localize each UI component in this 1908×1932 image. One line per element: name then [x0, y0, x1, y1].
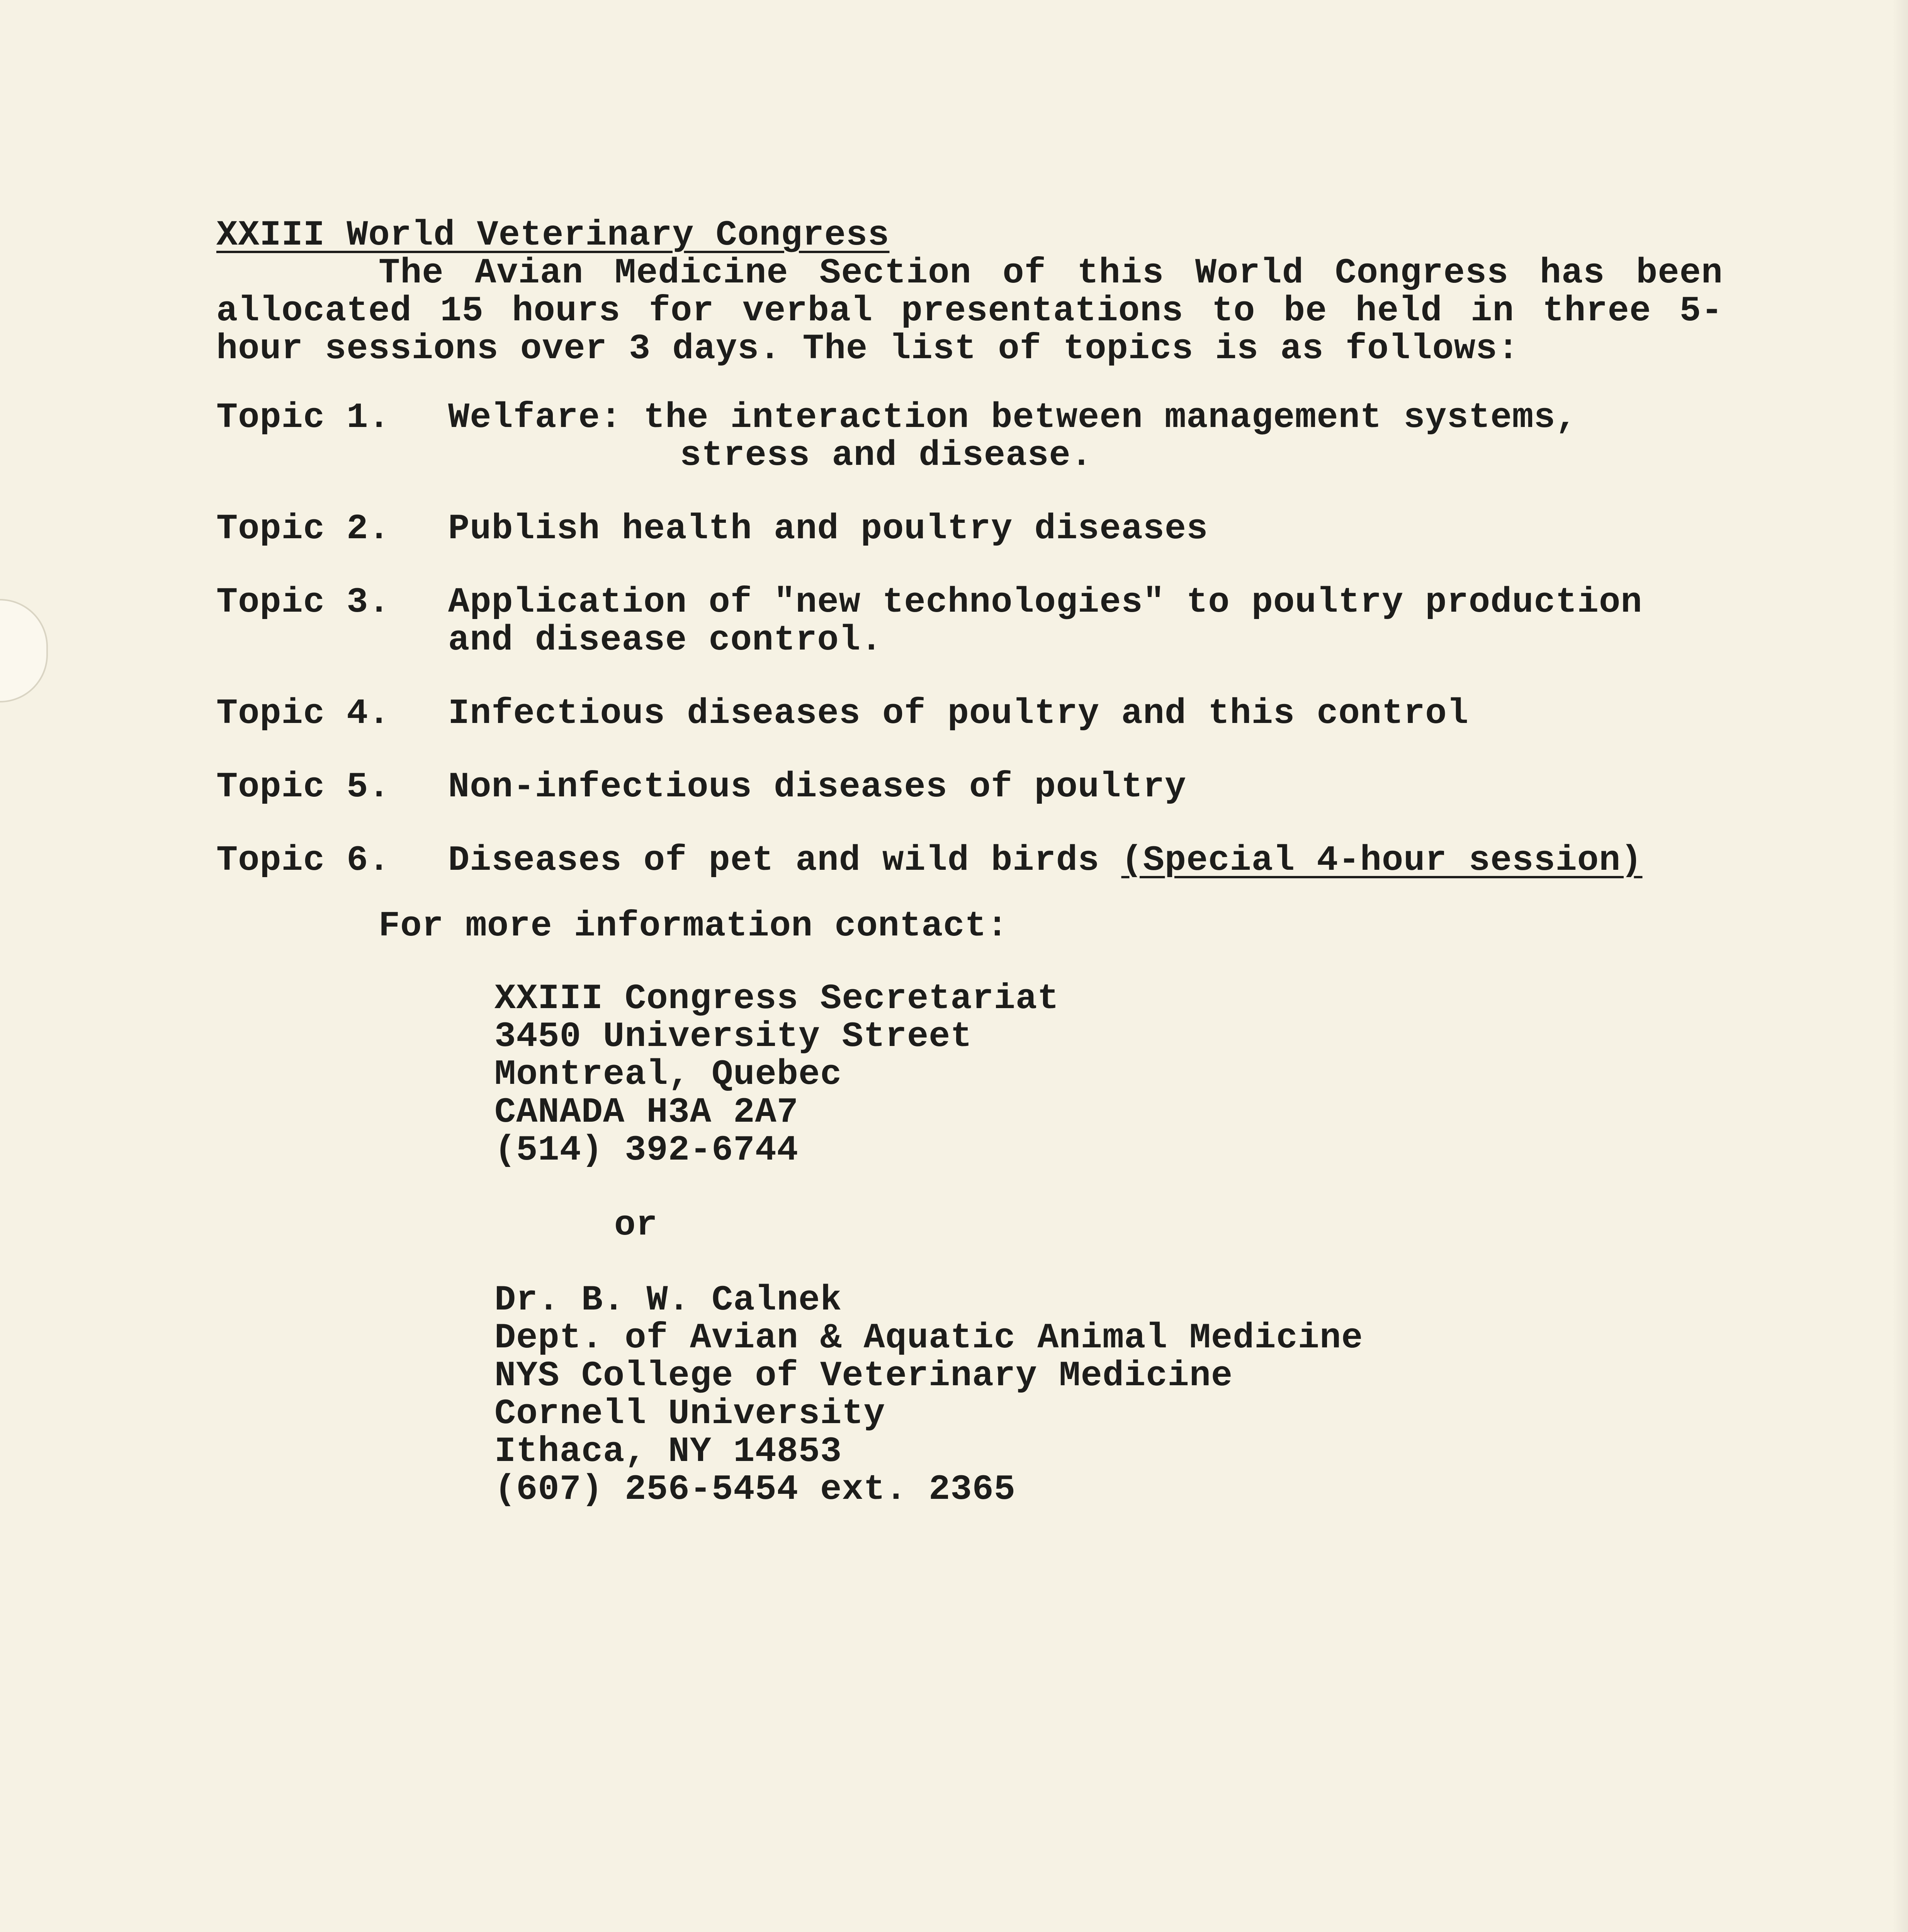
punch-hole-top — [0, 599, 48, 702]
address-line: Montreal, Quebec — [494, 1054, 842, 1095]
phone-line: (514) 392-6744 — [494, 1130, 799, 1170]
topic-label: Topic 2. — [216, 509, 390, 549]
topic-item-1 — [216, 399, 1723, 474]
topic-label: Topic 6. — [216, 840, 390, 881]
topic-item-3 — [216, 583, 1723, 659]
address-line: Dept. of Avian & Aquatic Animal Medicine — [494, 1318, 1363, 1358]
contact-address-secretariat — [216, 980, 1723, 1169]
topic-item-4 — [216, 695, 1723, 733]
topic-text-line-1: Welfare: the interaction between management systems, — [448, 397, 1577, 438]
topic-text — [448, 842, 1723, 879]
address-line: Dr. B. W. Calnek — [494, 1280, 842, 1320]
special-session-note: (Special 4-hour session) — [1121, 840, 1643, 881]
topic-text: Application of "new technologies" to poultry production and disease control. — [448, 582, 1643, 660]
or-separator: or — [614, 1205, 658, 1245]
topic-label: Topic 5. — [216, 767, 390, 807]
topic-item-6 — [216, 842, 1723, 879]
topic-label: Topic 4. — [216, 693, 390, 734]
phone-line: (607) 256-5454 ext. 2365 — [494, 1469, 1016, 1510]
topic-text-line-2: stress and disease. — [680, 435, 1092, 476]
topic-text: Infectious diseases of poultry and this control — [448, 693, 1469, 734]
contact-address-calnek — [216, 1281, 1723, 1509]
page-edge — [1893, 0, 1908, 1932]
topic-text: Publish health and poultry diseases — [448, 509, 1208, 549]
topic-text: Non-infectious diseases of poultry — [448, 767, 1187, 807]
address-line: NYS College of Veterinary Medicine — [494, 1355, 1233, 1396]
topic-label: Topic 1. — [216, 397, 390, 438]
topic-list — [216, 399, 1723, 879]
page-title: XXIII World Veterinary Congress — [216, 215, 890, 255]
topic-text — [448, 399, 1723, 474]
address-line: Cornell University — [494, 1393, 885, 1434]
address-line: 3450 University Street — [494, 1016, 972, 1057]
intro-paragraph: The Avian Medicine Section of this World Congress has been allocated 15 hours for verbal presentations to be held in three 5-hour sessions over 3 days. The list of topics is as follows: — [216, 253, 1723, 369]
address-line: Ithaca, NY 14853 — [494, 1431, 842, 1472]
address-line: CANADA H3A 2A7 — [494, 1092, 799, 1133]
contact-intro: For more information contact: — [379, 906, 1009, 946]
document-body — [216, 216, 1723, 1509]
address-line: XXIII Congress Secretariat — [494, 978, 1059, 1019]
topic-text-main: Diseases of pet and wild birds — [448, 840, 1100, 881]
topic-label: Topic 3. — [216, 582, 390, 622]
topic-item-2 — [216, 510, 1723, 548]
topic-item-5 — [216, 768, 1723, 806]
